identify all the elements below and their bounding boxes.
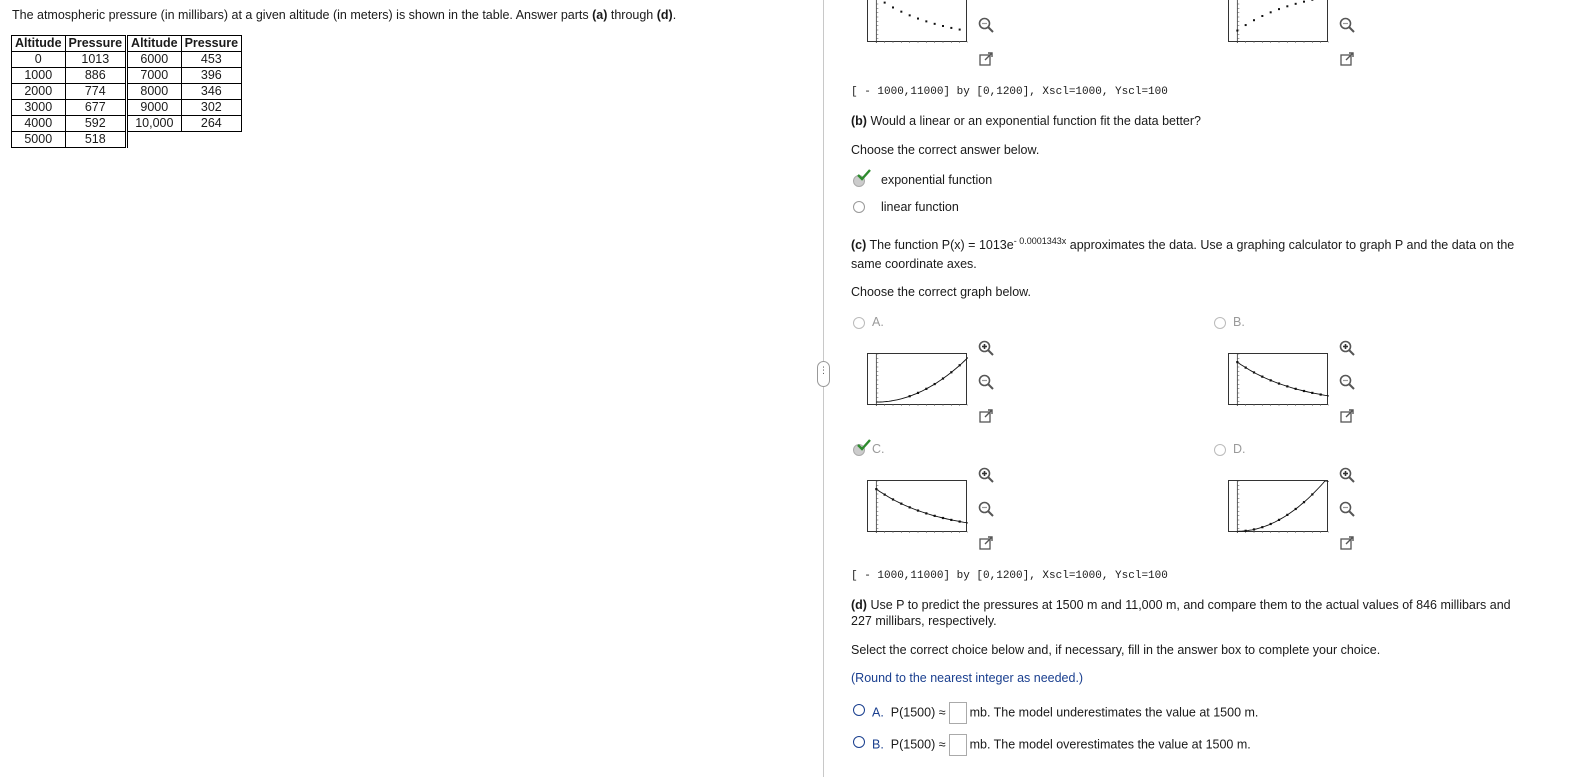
data-point xyxy=(1270,379,1272,381)
data-point xyxy=(1245,24,1247,26)
data-point xyxy=(1261,526,1263,528)
data-point xyxy=(1311,493,1313,495)
part-d-question-line2: 227 millibars, respectively. xyxy=(851,614,997,628)
table-row: 0 1013 6000 453 xyxy=(12,52,242,68)
pane-divider xyxy=(823,0,824,777)
option-d-label: D. xyxy=(1233,442,1246,456)
pane-resize-handle[interactable]: ⋮ xyxy=(817,361,830,387)
option-linear-label: linear function xyxy=(881,200,959,214)
model-curve xyxy=(1237,362,1329,396)
data-point xyxy=(1270,11,1272,13)
data-point xyxy=(909,395,911,397)
part-d-instruction: Select the correct choice below and, if necessary, fill in the answer box to complete your choice. xyxy=(851,643,1381,657)
zoom-in-icon[interactable] xyxy=(977,466,995,484)
zoom-in-icon[interactable] xyxy=(977,339,995,357)
data-point xyxy=(1303,1,1305,3)
data-point xyxy=(1311,0,1313,1)
data-point xyxy=(875,488,877,490)
data-point xyxy=(1253,371,1255,373)
data-point xyxy=(1270,523,1272,525)
table-header: Pressure xyxy=(181,36,242,52)
data-point xyxy=(925,512,927,514)
data-point xyxy=(1303,390,1305,392)
checkmark-icon xyxy=(857,439,871,451)
checkmark-icon xyxy=(857,169,871,181)
radio-graph-d[interactable] xyxy=(1214,444,1226,456)
data-point xyxy=(1261,376,1263,378)
graph-option-b[interactable] xyxy=(1228,353,1328,405)
data-point xyxy=(942,517,944,519)
radio-choice-a[interactable] xyxy=(853,704,865,716)
data-point xyxy=(1320,393,1322,395)
data-point xyxy=(934,23,936,25)
table-row: 4000 592 10,000 264 xyxy=(12,116,242,132)
popout-icon[interactable] xyxy=(977,50,995,68)
popout-icon[interactable] xyxy=(977,407,995,425)
data-point xyxy=(942,377,944,379)
data-point xyxy=(950,519,952,521)
graph-top-left[interactable] xyxy=(867,0,967,42)
part-c-question-line2: same coordinate axes. xyxy=(851,257,977,271)
window-settings-top: [ - 1000,11000] by [0,1200], Xscl=1000, Yscl=100 xyxy=(851,86,1168,98)
answer-box-a[interactable] xyxy=(949,702,967,724)
choice-a: A. P(1500) ≈ mb. The model underestimates the value at 1500 m. xyxy=(872,702,1258,724)
data-point xyxy=(959,29,961,31)
data-point xyxy=(1253,528,1255,530)
graph-top-right[interactable] xyxy=(1228,0,1328,42)
data-point xyxy=(950,27,952,29)
zoom-out-icon[interactable] xyxy=(1338,500,1356,518)
zoom-out-icon[interactable] xyxy=(977,500,995,518)
data-point xyxy=(1253,19,1255,21)
data-point xyxy=(900,503,902,505)
popout-icon[interactable] xyxy=(977,534,995,552)
option-c-label: C. xyxy=(872,442,885,456)
radio-graph-b[interactable] xyxy=(1214,317,1226,329)
table-row: 3000 677 9000 302 xyxy=(12,100,242,116)
data-point xyxy=(1278,519,1280,521)
data-point xyxy=(959,364,961,366)
data-point xyxy=(1236,30,1238,32)
table-header: Altitude xyxy=(12,36,66,52)
data-point xyxy=(917,509,919,511)
zoom-out-icon[interactable] xyxy=(1338,373,1356,391)
data-point xyxy=(1286,514,1288,516)
intro-text: The atmospheric pressure (in millibars) at a given altitude (in meters) is shown in the table. Answer parts (a) through (d). xyxy=(12,8,677,22)
data-point xyxy=(909,14,911,16)
data-point xyxy=(1278,382,1280,384)
table-row: 1000 886 7000 396 xyxy=(12,68,242,84)
model-curve xyxy=(876,358,968,403)
zoom-out-icon[interactable] xyxy=(977,373,995,391)
data-point xyxy=(934,383,936,385)
popout-icon[interactable] xyxy=(1338,50,1356,68)
data-point xyxy=(1286,385,1288,387)
radio-graph-a[interactable] xyxy=(853,317,865,329)
data-point xyxy=(1303,501,1305,503)
data-point xyxy=(1311,392,1313,394)
data-point xyxy=(925,20,927,22)
graph-option-c[interactable] xyxy=(867,480,967,532)
data-point xyxy=(925,388,927,390)
zoom-out-icon[interactable] xyxy=(1338,16,1356,34)
part-b-instruction: Choose the correct answer below. xyxy=(851,143,1040,157)
popout-icon[interactable] xyxy=(1338,534,1356,552)
data-point xyxy=(892,6,894,8)
data-point xyxy=(1295,388,1297,390)
graph-option-a[interactable] xyxy=(867,353,967,405)
option-exponential-label: exponential function xyxy=(881,173,993,187)
model-curve xyxy=(1237,481,1329,531)
data-point xyxy=(1286,5,1288,7)
data-point xyxy=(1236,361,1238,363)
radio-linear[interactable] xyxy=(853,201,865,213)
option-b-label: B. xyxy=(1233,315,1245,329)
data-point xyxy=(959,520,961,522)
data-point xyxy=(917,392,919,394)
data-point xyxy=(892,498,894,500)
table-header: Pressure xyxy=(65,36,127,52)
data-point xyxy=(1261,15,1263,17)
zoom-in-icon[interactable] xyxy=(1338,466,1356,484)
part-c-question: (c) The function $P(x) = 1013e^{- 0.0001343x}$ approximates the data. Use a graphing calculator to graph P and the data on the xyxy=(851,236,1515,253)
data-point xyxy=(917,18,919,20)
model-curve xyxy=(876,489,968,523)
part-d-question: (d) Use P to predict the pressures at 1500 m and 11,000 m, and compare them to the actual values of 846 millibars and xyxy=(851,598,1511,612)
data-point xyxy=(884,494,886,496)
radio-choice-b[interactable] xyxy=(853,736,865,748)
data-point xyxy=(1245,530,1247,532)
data-point xyxy=(950,371,952,373)
data-point xyxy=(884,2,886,4)
round-note: (Round to the nearest integer as needed.) xyxy=(851,671,1084,685)
zoom-out-icon[interactable] xyxy=(977,16,995,34)
table-row: 2000 774 8000 346 xyxy=(12,84,242,100)
data-point xyxy=(1295,3,1297,5)
table-header: Altitude xyxy=(127,36,182,52)
window-settings-bottom: [ - 1000,11000] by [0,1200], Xscl=1000, Yscl=100 xyxy=(851,570,1168,582)
data-point xyxy=(909,506,911,508)
data-point xyxy=(934,515,936,517)
data-point xyxy=(1295,508,1297,510)
data-point xyxy=(1278,8,1280,10)
answer-box-b[interactable] xyxy=(949,734,967,756)
data-table xyxy=(11,35,242,148)
table-row: 5000 518 xyxy=(12,132,242,148)
zoom-in-icon[interactable] xyxy=(1338,339,1356,357)
data-point xyxy=(1245,367,1247,369)
part-b-question: (b) Would a linear or an exponential function fit the data better? xyxy=(851,114,1201,128)
data-point xyxy=(942,25,944,27)
choice-b: B. P(1500) ≈ mb. The model overestimates the value at 1500 m. xyxy=(872,734,1251,756)
part-c-instruction: Choose the correct graph below. xyxy=(851,285,1031,299)
data-point xyxy=(900,11,902,13)
graph-option-d[interactable] xyxy=(1228,480,1328,532)
option-a-label: A. xyxy=(872,315,884,329)
popout-icon[interactable] xyxy=(1338,407,1356,425)
